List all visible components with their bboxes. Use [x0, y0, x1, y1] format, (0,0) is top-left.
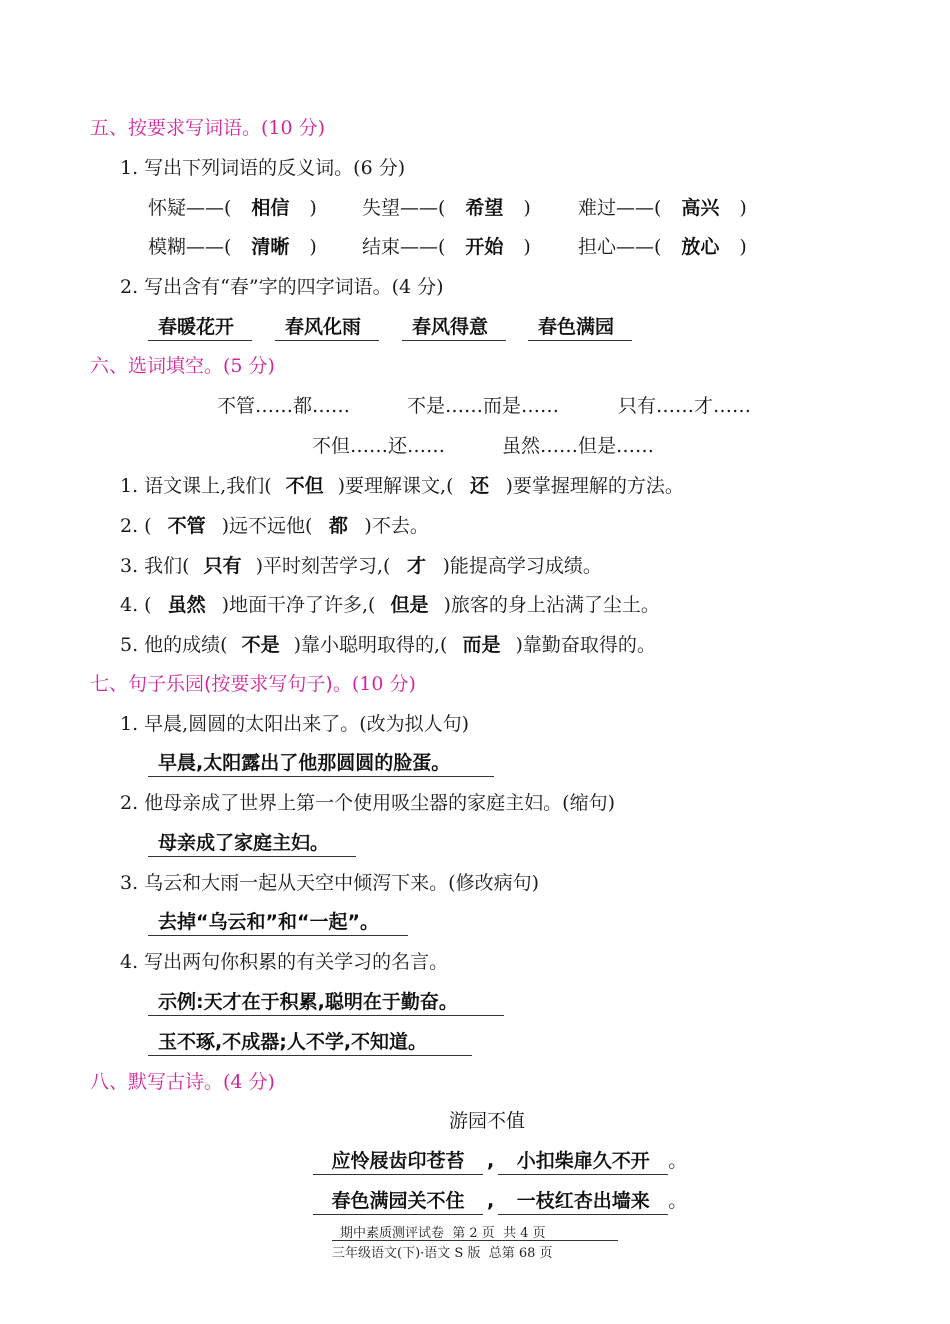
section-7-title: 七、句子乐园(按要求写句子)。(10 分)	[90, 673, 416, 695]
sentence-answer: 早晨,太阳露出了他那圆圆的脸蛋。	[148, 748, 494, 777]
answer-text: 清晰	[251, 236, 290, 258]
answer-text: 希望	[465, 197, 504, 219]
antonym-pair: 失望——( 希望 )	[362, 193, 531, 220]
sentence-question: 2. 他母亲成了世界上第一个使用吸尘器的家庭主妇。(缩句)	[120, 792, 615, 814]
section-6-title: 六、选词填空。(5 分)	[90, 355, 275, 377]
word-option: 只有……才……	[618, 395, 752, 417]
sentence-answer: 去掉“乌云和”和“一起”。	[148, 907, 408, 936]
fill-item: 4. ( 虽然 )地面干净了许多,( 但是 )旅客的身上沾满了尘土。	[120, 594, 660, 616]
fill-item: 2. ( 不管 )远不远他( 都 )不去。	[120, 515, 429, 537]
idiom-answer: 春风得意	[402, 312, 506, 341]
antonym-pair: 结束——( 开始 )	[362, 232, 531, 259]
poem-title: 游园不值	[449, 1110, 526, 1132]
fill-item: 3. 我们( 只有 )平时刻苦学习,( 才 )能提高学习成绩。	[120, 555, 602, 577]
footer-line-1: 期中素质测评试卷 第 2 页 共 4 页	[340, 1226, 546, 1241]
sentence-question: 1. 早晨,圆圆的太阳出来了。(改为拟人句)	[120, 713, 470, 735]
s5-q2-text: 2. 写出含有“春”字的四字词语。(4 分)	[120, 276, 444, 298]
section-5-title: 五、按要求写词语。(10 分)	[90, 117, 326, 139]
word-option: 不是……而是……	[407, 395, 560, 417]
sentence-answer: 玉不琢,不成器;人不学,不知道。	[148, 1027, 472, 1056]
answer-text: 高兴	[681, 197, 720, 219]
antonym-pair: 模糊——( 清晰 )	[148, 232, 317, 259]
idiom-answer: 春暖花开	[148, 312, 252, 341]
section-8-title: 八、默写古诗。(4 分)	[90, 1071, 275, 1093]
sentence-answer: 母亲成了家庭主妇。	[148, 828, 356, 857]
word-option: 不但……还……	[312, 435, 446, 457]
idiom-answer: 春风化雨	[275, 312, 379, 341]
poem-line: 春色满园关不住 , 一枝红杏出墙来 。	[313, 1186, 687, 1215]
fill-item: 1. 语文课上,我们( 不但 )要理解课文,( 还 )要掌握理解的方法。	[120, 475, 684, 497]
poem-line: 应怜屐齿印苍苔 , 小扣柴扉久不开 。	[313, 1146, 687, 1175]
word-option: 不管……都……	[217, 395, 351, 417]
antonym-pair: 担心——( 放心 )	[578, 232, 747, 259]
sentence-answer: 示例:天才在于积累,聪明在于勤奋。	[148, 987, 504, 1016]
s5-q1-text: 1. 写出下列词语的反义词。(6 分)	[120, 157, 406, 179]
antonym-pair: 难过——( 高兴 )	[578, 193, 747, 220]
antonym-pair: 怀疑——( 相信 )	[148, 193, 317, 220]
word-option: 虽然……但是……	[502, 435, 655, 457]
answer-text: 开始	[465, 236, 504, 258]
footer-divider	[332, 1240, 618, 1241]
sentence-question: 4. 写出两句你积累的有关学习的名言。	[120, 951, 449, 973]
fill-item: 5. 他的成绩( 不是 )靠小聪明取得的,( 而是 )靠勤奋取得的。	[120, 634, 656, 656]
sentence-question: 3. 乌云和大雨一起从天空中倾泻下来。(修改病句)	[120, 872, 539, 894]
footer-line-2: 三年级语文(下)·语文 S 版 总第 68 页	[332, 1246, 553, 1261]
answer-text: 放心	[681, 236, 720, 258]
answer-text: 相信	[251, 197, 290, 219]
idiom-answer: 春色满园	[528, 312, 632, 341]
